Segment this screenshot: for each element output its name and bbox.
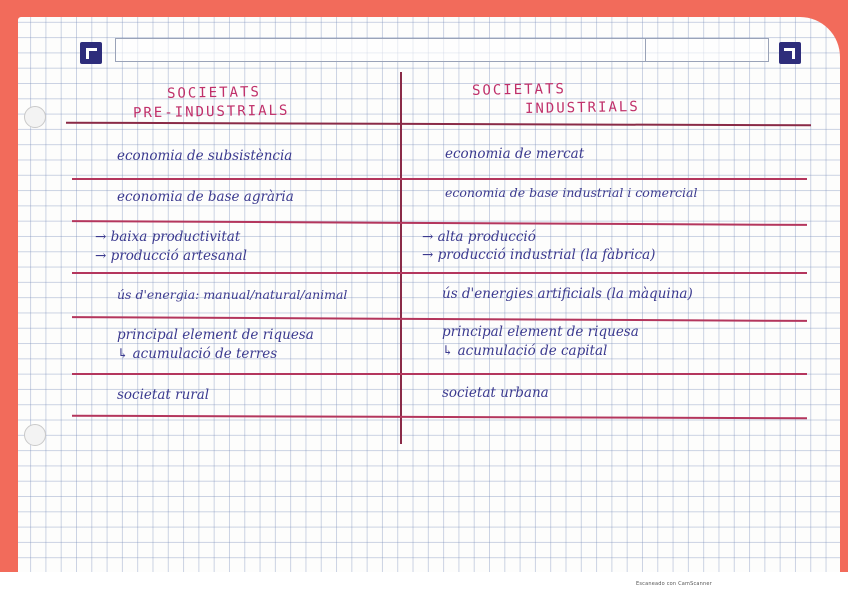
left-cell-wealth: principal element de riquesa (117, 327, 314, 343)
title-box-divider (645, 39, 646, 61)
right-cell-high-production: → alta producció (422, 229, 536, 245)
right-cell-wealth: principal element de riquesa (442, 324, 639, 340)
right-cell-urban: societat urbana (442, 385, 549, 401)
binder-hole-top (24, 106, 46, 128)
right-cell-industrial: economia de base industrial i comercial (445, 185, 698, 200)
row-rule (72, 373, 807, 375)
corner-marker-right-icon (779, 42, 801, 64)
corner-marker-left-icon (80, 42, 102, 64)
right-heading-line2: INDUSTRIALS (524, 99, 640, 117)
right-cell-factory: → producció industrial (la fàbrica) (422, 247, 656, 263)
title-box (115, 38, 769, 62)
right-cell-market: economia de mercat (445, 146, 585, 162)
column-divider (400, 72, 402, 444)
row-rule (72, 272, 807, 274)
left-cell-land: ↳ acumulació de terres (117, 346, 278, 362)
right-cell-capital: ↳ acumulació de capital (442, 343, 608, 359)
left-cell-low-productivity: → baixa productivitat (95, 229, 241, 245)
binder-hole-bottom (24, 424, 46, 446)
right-heading-line1: SOCIETATS (471, 81, 566, 99)
right-cell-energy: ús d'energies artificials (la màquina) (442, 286, 693, 302)
left-heading-line1: SOCIETATS (166, 84, 261, 102)
left-cell-rural: societat rural (117, 387, 210, 403)
scanner-watermark: Escaneado con CamScanner (636, 581, 712, 587)
row-rule (72, 178, 807, 180)
left-cell-energy: ús d'energia: manual/natural/animal (117, 287, 348, 302)
left-cell-artisan: → producció artesanal (95, 248, 247, 264)
left-cell-agrarian: economia de base agrària (117, 189, 294, 205)
left-cell-subsistence: economia de subsistència (117, 148, 293, 164)
left-heading-line2: PRE-INDUSTRIALS (132, 102, 290, 122)
